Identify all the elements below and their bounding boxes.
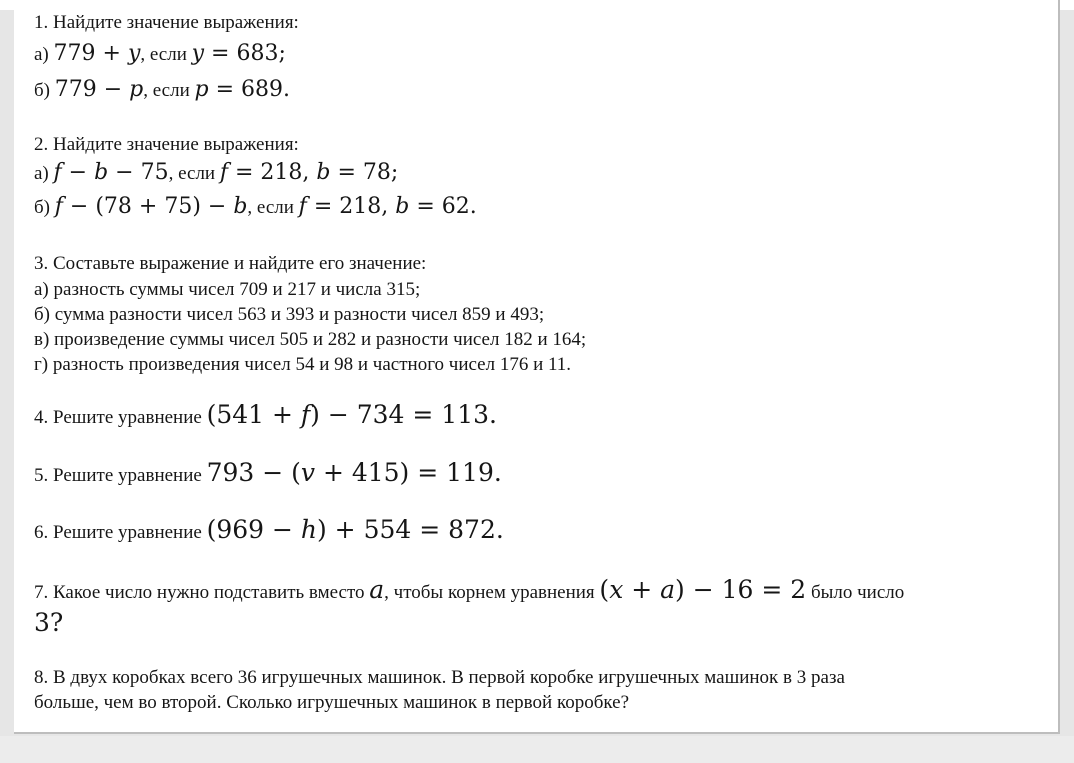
task7-question-line2: 3?: [34, 608, 64, 637]
task3-heading: 3. Составьте выражение и найдите его значение:: [34, 253, 427, 274]
worksheet-page: [14, 0, 1060, 734]
task2-heading: 2. Найдите значение выражения:: [34, 134, 299, 155]
task3-item-d: г) разность произведения чисел 54 и 98 и частного чисел 176 и 11.: [34, 354, 572, 375]
task5-equation: 5. Решите уравнение 793 − (v + 415) = 119.: [34, 458, 502, 487]
task1-item-a: а) 779 + y, если y = 683;: [34, 41, 286, 66]
task8-line2: больше, чем во второй. Сколько игрушечных машинок в первой коробке?: [34, 692, 630, 713]
task3-item-a: а) разность суммы чисел 709 и 217 и числа 315;: [34, 279, 421, 300]
task1-heading: 1. Найдите значение выражения:: [34, 12, 299, 33]
task2-item-b: б) f − (78 + 75) − b, если f = 218, b = 62.: [34, 194, 477, 219]
task2-item-a: а) f − b − 75, если f = 218, b = 78;: [34, 160, 399, 185]
task6-equation: 6. Решите уравнение (969 − h) + 554 = 872.: [34, 515, 504, 544]
task3-item-c: в) произведение суммы чисел 505 и 282 и разности чисел 182 и 164;: [34, 329, 587, 350]
task7-question: 7. Какое число нужно подставить вместо a, чтобы корнем уравнения (x + a) − 16 = 2 было число: [34, 575, 905, 604]
task4-equation: 4. Решите уравнение (541 + f) − 734 = 113.: [34, 400, 497, 429]
task8-line1: 8. В двух коробках всего 36 игрушечных машинок. В первой коробке игрушечных машинок в 3 раза: [34, 667, 845, 688]
task3-item-b: б) сумма разности чисел 563 и 393 и разности чисел 859 и 493;: [34, 304, 545, 325]
task1-item-b: б) 779 − p, если p = 689.: [34, 77, 291, 102]
bottom-strip: [0, 736, 1074, 763]
